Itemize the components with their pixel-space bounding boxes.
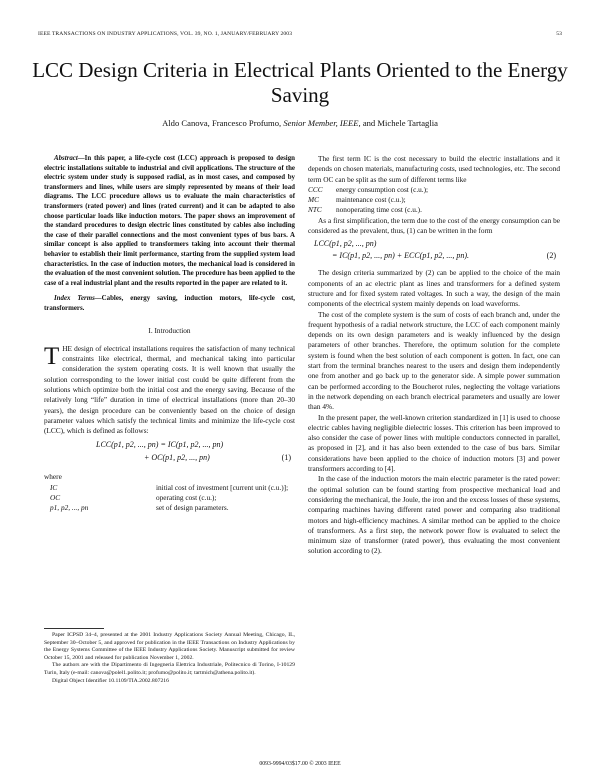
right-paragraph-3: The design criteria summarized by (2) can be applied to the choice of the main components of an ac electric plant as lines and transformers for a defined system structure and for fixed system rated voltages. In such a way, the design of the main components of the electrical system mainly depends on load waveforms. — [308, 268, 560, 309]
index-terms-label: Index Terms— — [54, 295, 102, 303]
def-symbol-params: p1, p2, ..., pn — [50, 503, 89, 513]
abstract-label: Abstract— — [54, 155, 85, 162]
intro-text: HE design of electrical installations requires the satisfaction of many technical constraints like electrical, thermal, and mechanical taking into particular consideration the system operating costs. It is well known that usually the solution corresponding to the lower initial cost could be quite different from the solutions which optimize both the initial cost and the energy saving. Because of the relatively long “life” duration in time of electrical installations (more than 20–30 years), the design procedure can be conveniently based on the choice of design parameter values which satisfy the technical limits and minimize the life-cycle cost (LCC), which is defined as follows: — [44, 343, 295, 436]
index-terms-text: Cables, energy saving, induction motors, life-cycle cost, transformers. — [44, 295, 295, 312]
right-paragraph-2: As a first simplification, the term due to the cost of the energy consumption can be considered as the prevalent, thus, (1) can be written in the form — [308, 215, 560, 236]
author-line — [30, 118, 570, 128]
footnote-manuscript: Paper ICPSD 34–4, presented at the 2001 Industry Applications Society Annual Meeting, Chicago, IL, September 30–October 5, and approved for publication in the IEEE Transactions on Industry Applications by the Energy Systems Committee of the IEEE Industry Applications Society. Manuscript submitted for review October 15, 2001 and released for publication November 1, 2002. — [44, 632, 295, 661]
paper-title: LCC Design Criteria in Electrical Plants Oriented to the Energy Saving — [32, 58, 568, 107]
left-column — [44, 154, 295, 514]
author-names-last: and Michele Tartaglia — [362, 118, 438, 128]
def-symbol-oc: OC — [50, 493, 61, 503]
equation-2-line2: = IC(p1, p2, ..., pn) + ECC(p1, p2, ..., pn). — [332, 251, 470, 261]
right-paragraph-4: The cost of the complete system is the sum of costs of each branch and, under the frequent hypothesis of a radial network structure, the LCC of each component mainly depends on its own design parameters and is weakly influenced by the design parameters of other branches. Therefore, the optimum solution for the complete system is found when the best solution of each component is gotten. In fact, one can start from the terminal branches nearest to the users and design them independently one from another and go back up to the generator side. A simple power summation can be performed according to the Boucherot rules, neglecting the voltage variations in the network depending on each branch electrical parameters and usually are lower than 4%. — [308, 309, 560, 412]
equation-1-number: (1) — [281, 453, 291, 463]
section-heading-introduction: I. Introduction — [148, 325, 191, 335]
equation-1-line1: LCC(p1, p2, ..., pn) = IC(p1, p2, ..., pn) — [96, 440, 224, 450]
cost-term-desc: nonoperating time cost (c.u.). — [336, 205, 422, 215]
cost-term-desc: maintenance cost (c.u.); — [336, 195, 406, 205]
footnotes — [44, 632, 295, 685]
abstract-text: In this paper, a life-cycle cost (LCC) approach is proposed to design electric installations suitable to industrial and civil applications. The structure of the electric system under study is supposed radial, as in most cases, and composed by transformers and lines, while users are simply represented by means of their load diagrams. The LCC procedure allows us to evaluate the main characteristics of transformers (rated power) and lines (rated current) and it can be adapted to also choose particular loads like induction motors. The paper shows an improvement of the standard procedures to design electric lines constituted by cables also including the case of their parallel connections and the most convenient types of bus bars. A similar concept is also applied to transformers taking into account their thermal behavior to establish their limit performance, starting from the supplied system load characteristics. In the case of induction motors, the mechanical load is considered in the evaluation of the most convenient solution. The procedure has been applied to the case of a real industrial plant and the results reported in the paper are related to it. — [44, 155, 295, 287]
right-paragraph-6: In the case of the induction motors the main electric parameter is the rated power: the optimal solution can be found starting from prospective mechanical load and considering the mechanical, the Joule, the iron and the excess losses of these systems, comparing machines having different rated power and comparing also traditional motors and high-efficiency machines. A similar method can be applied to the choice of transformers. As a first step, the network power flow is evaluated to select the minimum size of transformer (rated power), thus evaluating the most convenient solution according to (2). — [308, 474, 560, 556]
right-paragraph-5: In the present paper, the well-known criterion standardized in [1] is used to choose electric cables having negligible dielectric losses. This criterion has been improved to also consider the case of power lines with multiple conductors connected in parallel, as proposed in [2], and it has also been extended to the case of bus bars. Similar considerations have been applied to the choice of induction motors [3] and power transformers according to [4]. — [308, 412, 560, 474]
page-number: 53 — [556, 31, 562, 37]
def-desc-params: set of design parameters. — [156, 503, 229, 513]
running-header — [38, 31, 562, 37]
def-desc-ic: initial cost of investment [current unit (c.u.)]; — [156, 482, 289, 492]
copyright-line: 0093-9994/03$17.00 © 2003 IEEE — [259, 761, 341, 767]
cost-term-row — [308, 185, 560, 195]
author-names-first: Aldo Canova, Francesco Profumo, — [162, 118, 282, 128]
cost-term-symbol: MC — [308, 195, 319, 205]
cost-term-symbol: NTC — [308, 205, 322, 215]
cost-term-symbol: CCC — [308, 184, 323, 194]
where-label: where — [44, 472, 62, 482]
equation-2-line1: LCC(p1, p2, ..., pn) — [314, 239, 377, 249]
intro-paragraph — [44, 344, 295, 437]
definition-table — [44, 483, 295, 514]
equation-1-line2: + OC(p1, p2, ..., pn) — [144, 453, 210, 463]
journal-name: IEEE TRANSACTIONS ON INDUSTRY APPLICATIONS, VOL. 39, NO. 1, JANUARY/FEBRUARY 2003 — [38, 31, 293, 37]
author-membership: Senior Member, IEEE, — [283, 118, 361, 128]
def-desc-oc: operating cost (c.u.); — [156, 493, 217, 503]
cost-terms-list — [308, 185, 560, 216]
cost-term-row — [308, 195, 560, 205]
footnote-doi: Digital Object Identifier 10.1109/TIA.2002.807216 — [52, 677, 169, 684]
drop-cap: T — [44, 342, 60, 370]
equation-1 — [44, 440, 295, 468]
def-symbol-ic: IC — [50, 482, 58, 492]
equation-2-number: (2) — [546, 251, 556, 261]
footnote-affiliation: The authors are with the Dipartimento di Ingegneria Elettrica Industriale, Politecnico di Torino, I-10129 Turin, Italy (e-mail: canova@polel1.polito.it; profumo@polito.it; tartmich@athena.polito.it). — [44, 662, 295, 676]
cost-term-desc: energy consumption cost (c.u.); — [336, 184, 429, 194]
right-paragraph-1: The first term IC is the cost necessary to build the electric installations and it depends on chosen materials, manufacturing costs, used technologies, etc. The second term OC can be split as the sum of different terms like — [308, 154, 560, 184]
cost-term-row — [308, 205, 560, 215]
index-terms — [44, 294, 295, 313]
footnote-rule — [44, 628, 104, 629]
equation-2 — [308, 239, 560, 265]
right-column — [308, 154, 560, 557]
abstract — [44, 154, 295, 288]
